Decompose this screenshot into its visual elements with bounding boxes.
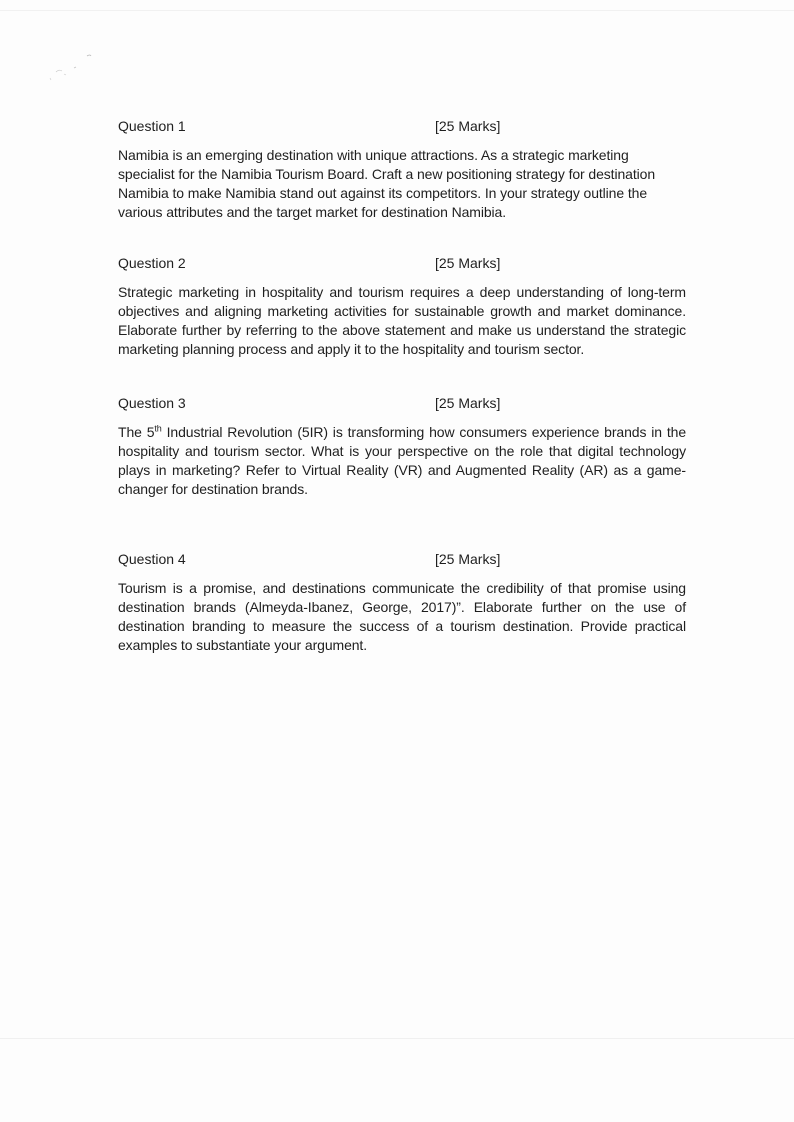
question-header	[118, 116, 686, 136]
question-header	[118, 393, 686, 413]
question-4	[118, 549, 686, 669]
question-body-rest: Industrial Revolution (5IR) is transforming how consumers experience brands in the hospitality and tourism sector. What is your perspective on the role that digital technology plays in marketing? Refer to Virtual Reality (VR) and Augmented Reality (AR) as a game-changer for destination brands.	[118, 424, 686, 497]
question-body: Tourism is a promise, and destinations communicate the credibility of that promise using destination brands (Almeyda-Ibanez, George, 2017)”. Elaborate further on the use of destination branding to measure the success of a tourism destination. Provide practical examples to substantiate your argument.	[118, 580, 686, 653]
question-header	[118, 549, 686, 569]
question-header	[118, 253, 686, 273]
question-3	[118, 393, 686, 513]
question-title: Question 3	[118, 395, 186, 411]
question-1	[118, 116, 686, 236]
scan-edge-top	[0, 10, 794, 11]
question-marks: [25 Marks]	[435, 395, 501, 411]
question-body: Namibia is an emerging destination with unique attractions. As a strategic marketing specialist for the Namibia Tourism Board. Craft a new positioning strategy for destination Namibia to make Namibia stand out against its competitors. In your strategy outline the various attributes and the target market for destination Namibia.	[118, 147, 656, 220]
ordinal-superscript: th	[154, 423, 162, 434]
question-body	[118, 423, 686, 499]
question-body: Strategic marketing in hospitality and tourism requires a deep understanding of long-term objectives and aligning marketing activities for sustainable growth and market dominance. Elaborate further by referring to the above statement and make us understand the strategic marketing planning process and apply it to the hospitality and tourism sector.	[118, 284, 686, 357]
question-marks: [25 Marks]	[435, 255, 501, 271]
question-body-prefix: The 5	[118, 424, 155, 440]
question-marks: [25 Marks]	[435, 551, 501, 567]
scan-edge-bottom	[0, 1038, 794, 1039]
question-title: Question 2	[118, 255, 186, 271]
question-2	[118, 253, 686, 373]
question-title: Question 4	[118, 551, 186, 567]
scan-speckle-marks	[44, 48, 94, 88]
question-title: Question 1	[118, 118, 186, 134]
question-marks: [25 Marks]	[435, 118, 501, 134]
